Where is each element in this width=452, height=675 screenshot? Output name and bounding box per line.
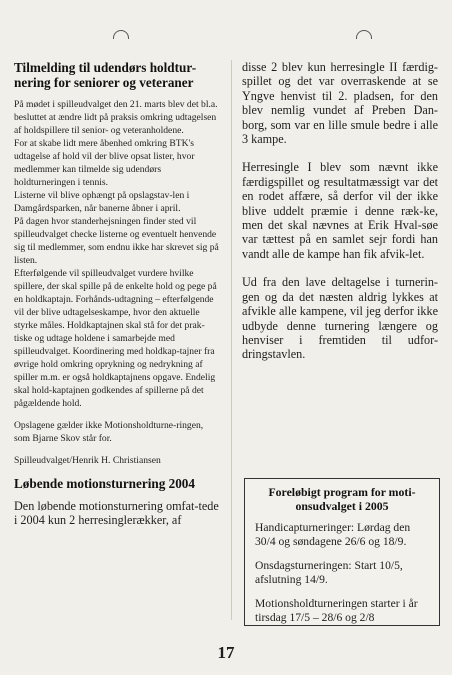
motionsturnering-body — [14, 499, 220, 528]
column-divider — [231, 60, 232, 620]
paragraph: På dagen hvor standerhejsningen finder sted vil spilleudvalget checke listerne og eventuelt henvende sig til medlemmer, som endnu ikke har skrevet sig på listen. — [14, 216, 219, 266]
binder-hook-mark — [113, 30, 129, 39]
paragraph: Opslagene gælder ikke Motionsholdturne-ringen, som Bjarne Skov står for. — [14, 420, 204, 444]
page-number: 17 — [217, 643, 235, 662]
paragraph: Listerne vil blive ophængt på opslagstav-len i Damgårdsparken, når banerne åbner i april. — [14, 190, 190, 214]
tilmelding-body — [14, 98, 220, 467]
program-item: Onsdagsturneringen: Start 10/5, afslutning 14/9. — [255, 559, 403, 586]
paragraph: For at skabe lidt mere åbenhed omkring BTK's udtagelse af hold vil der blive opsat lister, hvor medlemmer kan tilmelde sig udendørs holdturneringen i tennis. — [14, 138, 195, 188]
paragraph: disse 2 blev kun herresingle II færdig-spillet og det var overraskende at se Yngve henvist til 2. pladsen, for den blev nemlig vundet af Preben Dan-borg, som var en lille smule bedre i alle 3 kampe. — [242, 60, 438, 147]
paragraph: Herresingle I blev som nævnt ikke færdigspillet og resultatmæssigt var det en rodet affære, så derfor vil der ikke blive uddelt præmie i denne ræk-ke, men det skal nævnes at Erik Hval-søe var tættest på en samlet sejr fordi han vandt alle de kampe han fik afvik-let. — [242, 160, 438, 261]
program-box-title: Foreløbigt program for moti-onsudvalget i 2005 — [268, 485, 416, 513]
section-heading-tilmelding: Tilmelding til udendørs holdtur-nering for seniorer og veteraner — [14, 60, 197, 90]
paragraph: Efterfølgende vil spilleudvalget vurdere hvilke spillere, der skal spille på de enkelte hold og pege på en holdkaptajn. Forhånds-udtagning – efterfølgende vil der blive udtagelseskampe, hvor den aktuelle styrke måles. Holdkaptajnen skal stå for det prak-tiske og udtage holdene i samarbejde med spilleudvalget. Koordinering med holdkap-tajner fra øvrige hold omkring oprykning og nedrykning af spiller m.m. er også holdkaptajnens opgave. Endelig skal hold-kaptajnen godkendes af spillerne på det pågældende hold. — [14, 268, 217, 409]
program-item: Handicapturneringer: Lørdag den 30/4 og søndagene 26/6 og 18/9. — [255, 521, 411, 548]
paragraph: På mødet i spilleudvalget den 21. marts blev det bl.a. besluttet at ændre lidt på praksis omkring udtagelsen af holdspillere til senior- og veteranholdene. — [14, 99, 218, 136]
right-column — [242, 60, 438, 376]
signature-line: Spilleudvalget/Henrik H. Christiansen — [14, 455, 161, 466]
section-heading-motionsturnering: Løbende motionsturnering 2004 — [14, 476, 195, 491]
paragraph: Ud fra den lave deltagelse i turnerin-gen og da det næsten aldrig lykkes at afvikle alle kampene, vil jeg derfor ikke udbyde denne turnering længere og henviser i fremtiden til udfor-dringstavlen. — [242, 275, 438, 362]
paragraph: Den løbende motionsturnering omfat-tede i 2004 kun 2 herresinglerækker, af — [14, 499, 219, 528]
program-item: Motionsholdturneringen starter i år tirsdag 17/5 – 28/6 og 2/8 — [255, 597, 418, 624]
left-column — [14, 60, 220, 528]
program-box — [244, 478, 440, 626]
binder-hook-mark — [356, 30, 372, 39]
